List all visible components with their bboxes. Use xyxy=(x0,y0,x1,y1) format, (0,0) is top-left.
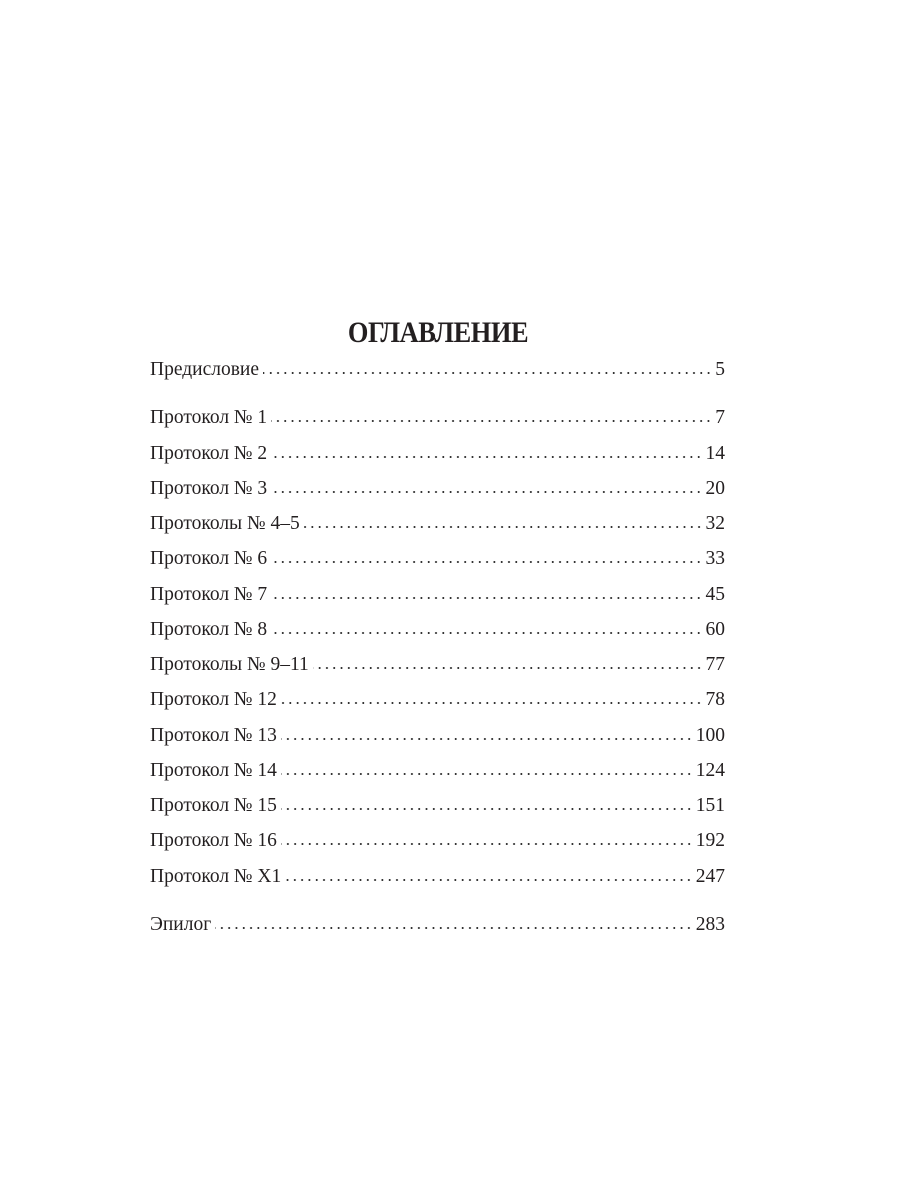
page-title: ОГЛАВЛЕНИЕ xyxy=(347,316,529,350)
toc-entry[interactable] xyxy=(150,859,725,894)
toc-entry-page: 45 xyxy=(705,583,725,605)
toc-entry-label: Протоколы № 9–11 xyxy=(150,654,309,675)
toc-entry-label: Протокол № 13 xyxy=(150,724,277,746)
toc-entry-label: Протокол № X1 xyxy=(150,865,282,887)
toc-entry-label: Протокол № 3 xyxy=(150,477,268,499)
dot-leader xyxy=(285,879,693,881)
toc-entry-label: Протоколы № 4–5 xyxy=(150,513,300,534)
toc-entry-label: Протокол № 2 xyxy=(150,442,268,464)
toc-entry-page: 247 xyxy=(695,865,725,887)
toc-entry-label: Протокол № 15 xyxy=(150,795,277,816)
toc-entry[interactable] xyxy=(150,352,725,387)
toc-entry-label: Предисловие xyxy=(150,359,260,380)
toc-entry-label: Протокол № 14 xyxy=(150,759,277,781)
table-of-contents xyxy=(150,352,725,942)
toc-entry[interactable] xyxy=(150,788,725,823)
dot-leader xyxy=(281,702,703,704)
toc-entry[interactable] xyxy=(150,718,725,753)
toc-entry-page: 192 xyxy=(695,830,725,852)
toc-entry-page: 7 xyxy=(715,407,725,429)
toc-entry[interactable] xyxy=(150,436,725,471)
toc-entry-label: Протокол № 16 xyxy=(150,830,277,852)
dot-leader xyxy=(215,927,693,929)
toc-entry-page: 78 xyxy=(705,689,725,711)
dot-leader xyxy=(271,420,712,422)
toc-entry-page: 77 xyxy=(705,654,725,675)
toc-entry-label: Протокол № 1 xyxy=(150,407,268,429)
toc-entry-label: Протокол № 12 xyxy=(150,689,277,711)
toc-entry-label: Протокол № 7 xyxy=(150,583,268,605)
toc-entry-page: 5 xyxy=(715,359,725,380)
toc-entry[interactable] xyxy=(150,823,725,858)
toc-entry-page: 32 xyxy=(705,513,725,534)
dot-leader xyxy=(281,808,693,810)
toc-entry[interactable] xyxy=(150,907,725,942)
dot-leader xyxy=(313,667,703,669)
dot-leader xyxy=(281,843,693,845)
dot-leader xyxy=(271,456,702,458)
toc-entry[interactable] xyxy=(150,682,725,717)
toc-entry[interactable] xyxy=(150,753,725,788)
toc-entry-page: 14 xyxy=(705,442,725,464)
toc-entry-label: Протокол № 8 xyxy=(150,618,268,640)
toc-entry-label: Протокол № 6 xyxy=(150,548,268,570)
dot-leader xyxy=(281,773,693,775)
dot-leader xyxy=(263,372,712,374)
dot-leader xyxy=(271,491,702,493)
dot-leader xyxy=(271,632,702,634)
toc-entry-label: Эпилог xyxy=(150,913,212,935)
toc-entry-page: 124 xyxy=(695,759,725,781)
dot-leader xyxy=(271,561,702,563)
toc-entry[interactable] xyxy=(150,471,725,506)
toc-entry[interactable] xyxy=(150,647,725,682)
toc-entry[interactable] xyxy=(150,541,725,576)
toc-entry-page: 33 xyxy=(705,548,725,570)
toc-entry[interactable] xyxy=(150,400,725,435)
toc-entry-page: 20 xyxy=(705,477,725,499)
toc-entry-page: 100 xyxy=(695,724,725,746)
dot-leader xyxy=(304,526,703,528)
toc-entry[interactable] xyxy=(150,577,725,612)
dot-leader xyxy=(281,738,693,740)
toc-entry-page: 151 xyxy=(695,795,725,816)
toc-entry-page: 283 xyxy=(695,913,725,935)
toc-entry[interactable] xyxy=(150,506,725,541)
dot-leader xyxy=(271,597,702,599)
toc-entry[interactable] xyxy=(150,612,725,647)
toc-entry-page: 60 xyxy=(705,618,725,640)
